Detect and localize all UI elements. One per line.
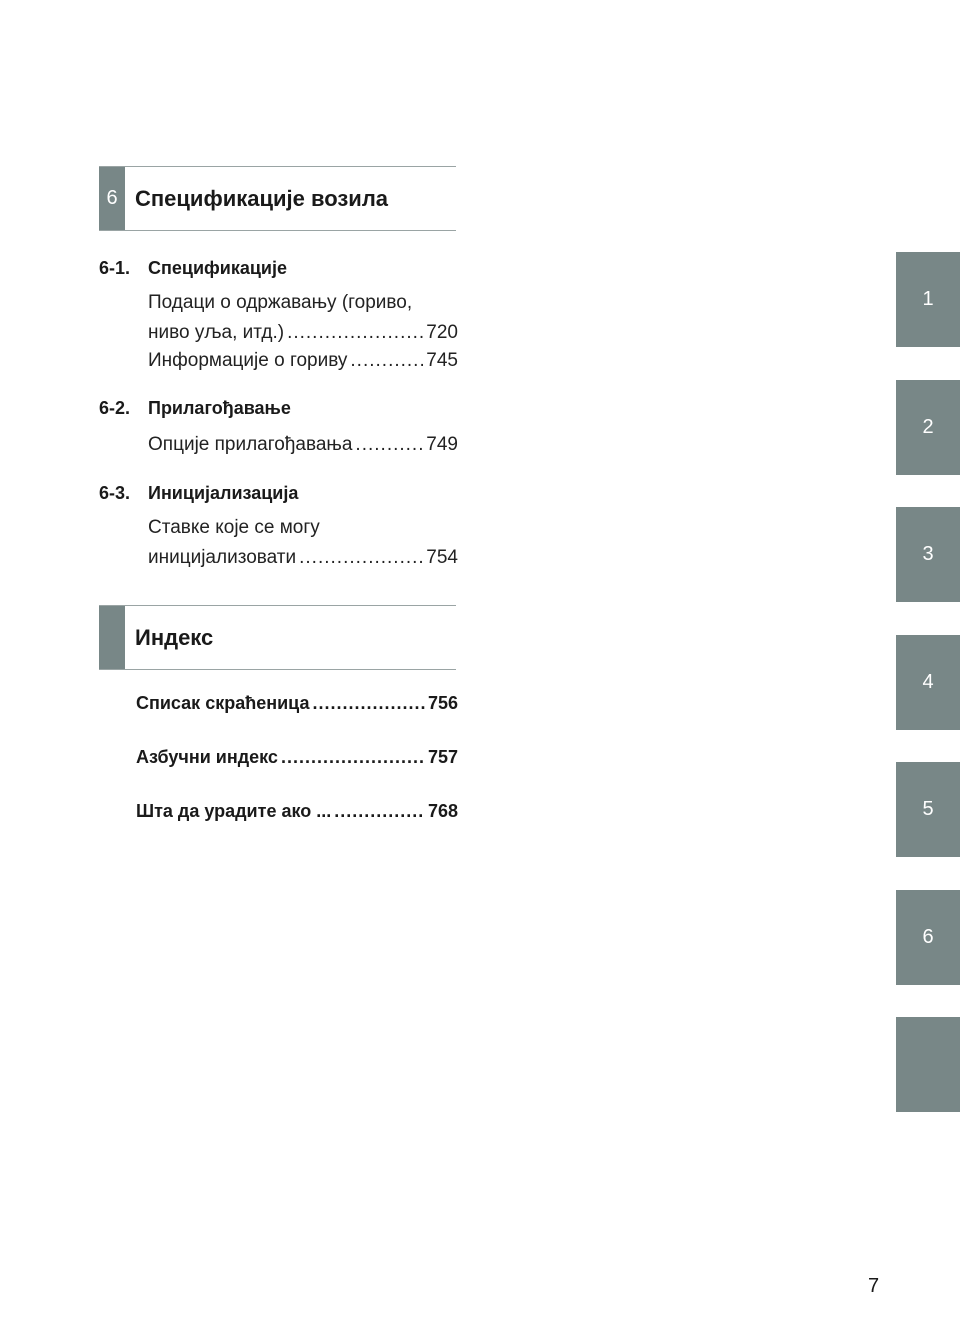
index-entry-alphabetical[interactable] [136,747,458,768]
subsection-number: 6-2. [99,398,131,418]
leader-dots [350,346,423,376]
toc-entry-maintenance-data[interactable] [148,288,458,348]
index-title: Индекс [135,624,214,650]
section-6-title: Спецификације возила [135,185,389,211]
index-entry-page: 757 [427,747,458,767]
index-entry-what-to-do[interactable] [136,801,458,822]
page-number: 7 [868,1275,880,1297]
index-entry-text: Шта да урадите ако ... [136,801,332,821]
index-entry-page: 768 [427,801,458,821]
leader-dots [287,318,423,348]
toc-entry-page: 745 [426,350,458,371]
toc-entry-fuel-info[interactable] [148,346,458,376]
toc-entry-customization-options[interactable] [148,430,458,460]
chapter-tab-6[interactable]: 6 [896,890,960,985]
subsection-number: 6-3. [99,483,131,503]
chapter-tab-4[interactable]: 4 [896,635,960,730]
toc-entry-text-line1: Ставке које се могу [148,517,320,538]
subsection-6-2-heading[interactable] [99,398,291,419]
section-6-tab: 6 [99,167,125,230]
chapter-tab-1[interactable]: 1 [896,252,960,347]
toc-entry-text: Опције прилагођавања [148,434,353,455]
leader-dots [355,430,423,460]
subsection-6-3-heading[interactable] [99,483,298,504]
toc-entry-text-line1: Подаци о одржавању (гориво, [148,292,413,313]
subsection-title: Иницијализација [148,483,299,503]
index-entry-abbreviations[interactable] [136,693,458,714]
leader-dots [312,693,425,714]
index-entry-text: Азбучни индекс [136,747,278,767]
toc-entry-page: 720 [426,322,458,343]
toc-entry-text-line2: иницијализовати [148,547,297,568]
subsection-title: Прилагођавање [148,398,291,418]
toc-entry-text: Информације о гориву [148,350,348,371]
chapter-tab-2[interactable]: 2 [896,380,960,475]
leader-dots [334,801,425,822]
toc-entry-page: 749 [426,434,458,455]
index-entry-text: Списак скраћеница [136,693,310,713]
subsection-number: 6-1. [99,258,131,278]
subsection-6-1-heading[interactable] [99,258,287,279]
chapter-tab-5[interactable]: 5 [896,762,960,857]
toc-entry-initialization-items[interactable] [148,513,458,573]
index-header [99,605,456,670]
chapter-tab-index[interactable] [896,1017,960,1112]
index-tab [99,606,125,669]
toc-entry-text-line2: ниво уља, итд.) [148,322,285,343]
index-entry-page: 756 [427,693,458,713]
leader-dots [299,543,423,573]
section-6-header [99,166,456,231]
chapter-tab-3[interactable]: 3 [896,507,960,602]
leader-dots [281,747,425,768]
toc-entry-page: 754 [426,547,458,568]
subsection-title: Спецификације [148,258,287,278]
